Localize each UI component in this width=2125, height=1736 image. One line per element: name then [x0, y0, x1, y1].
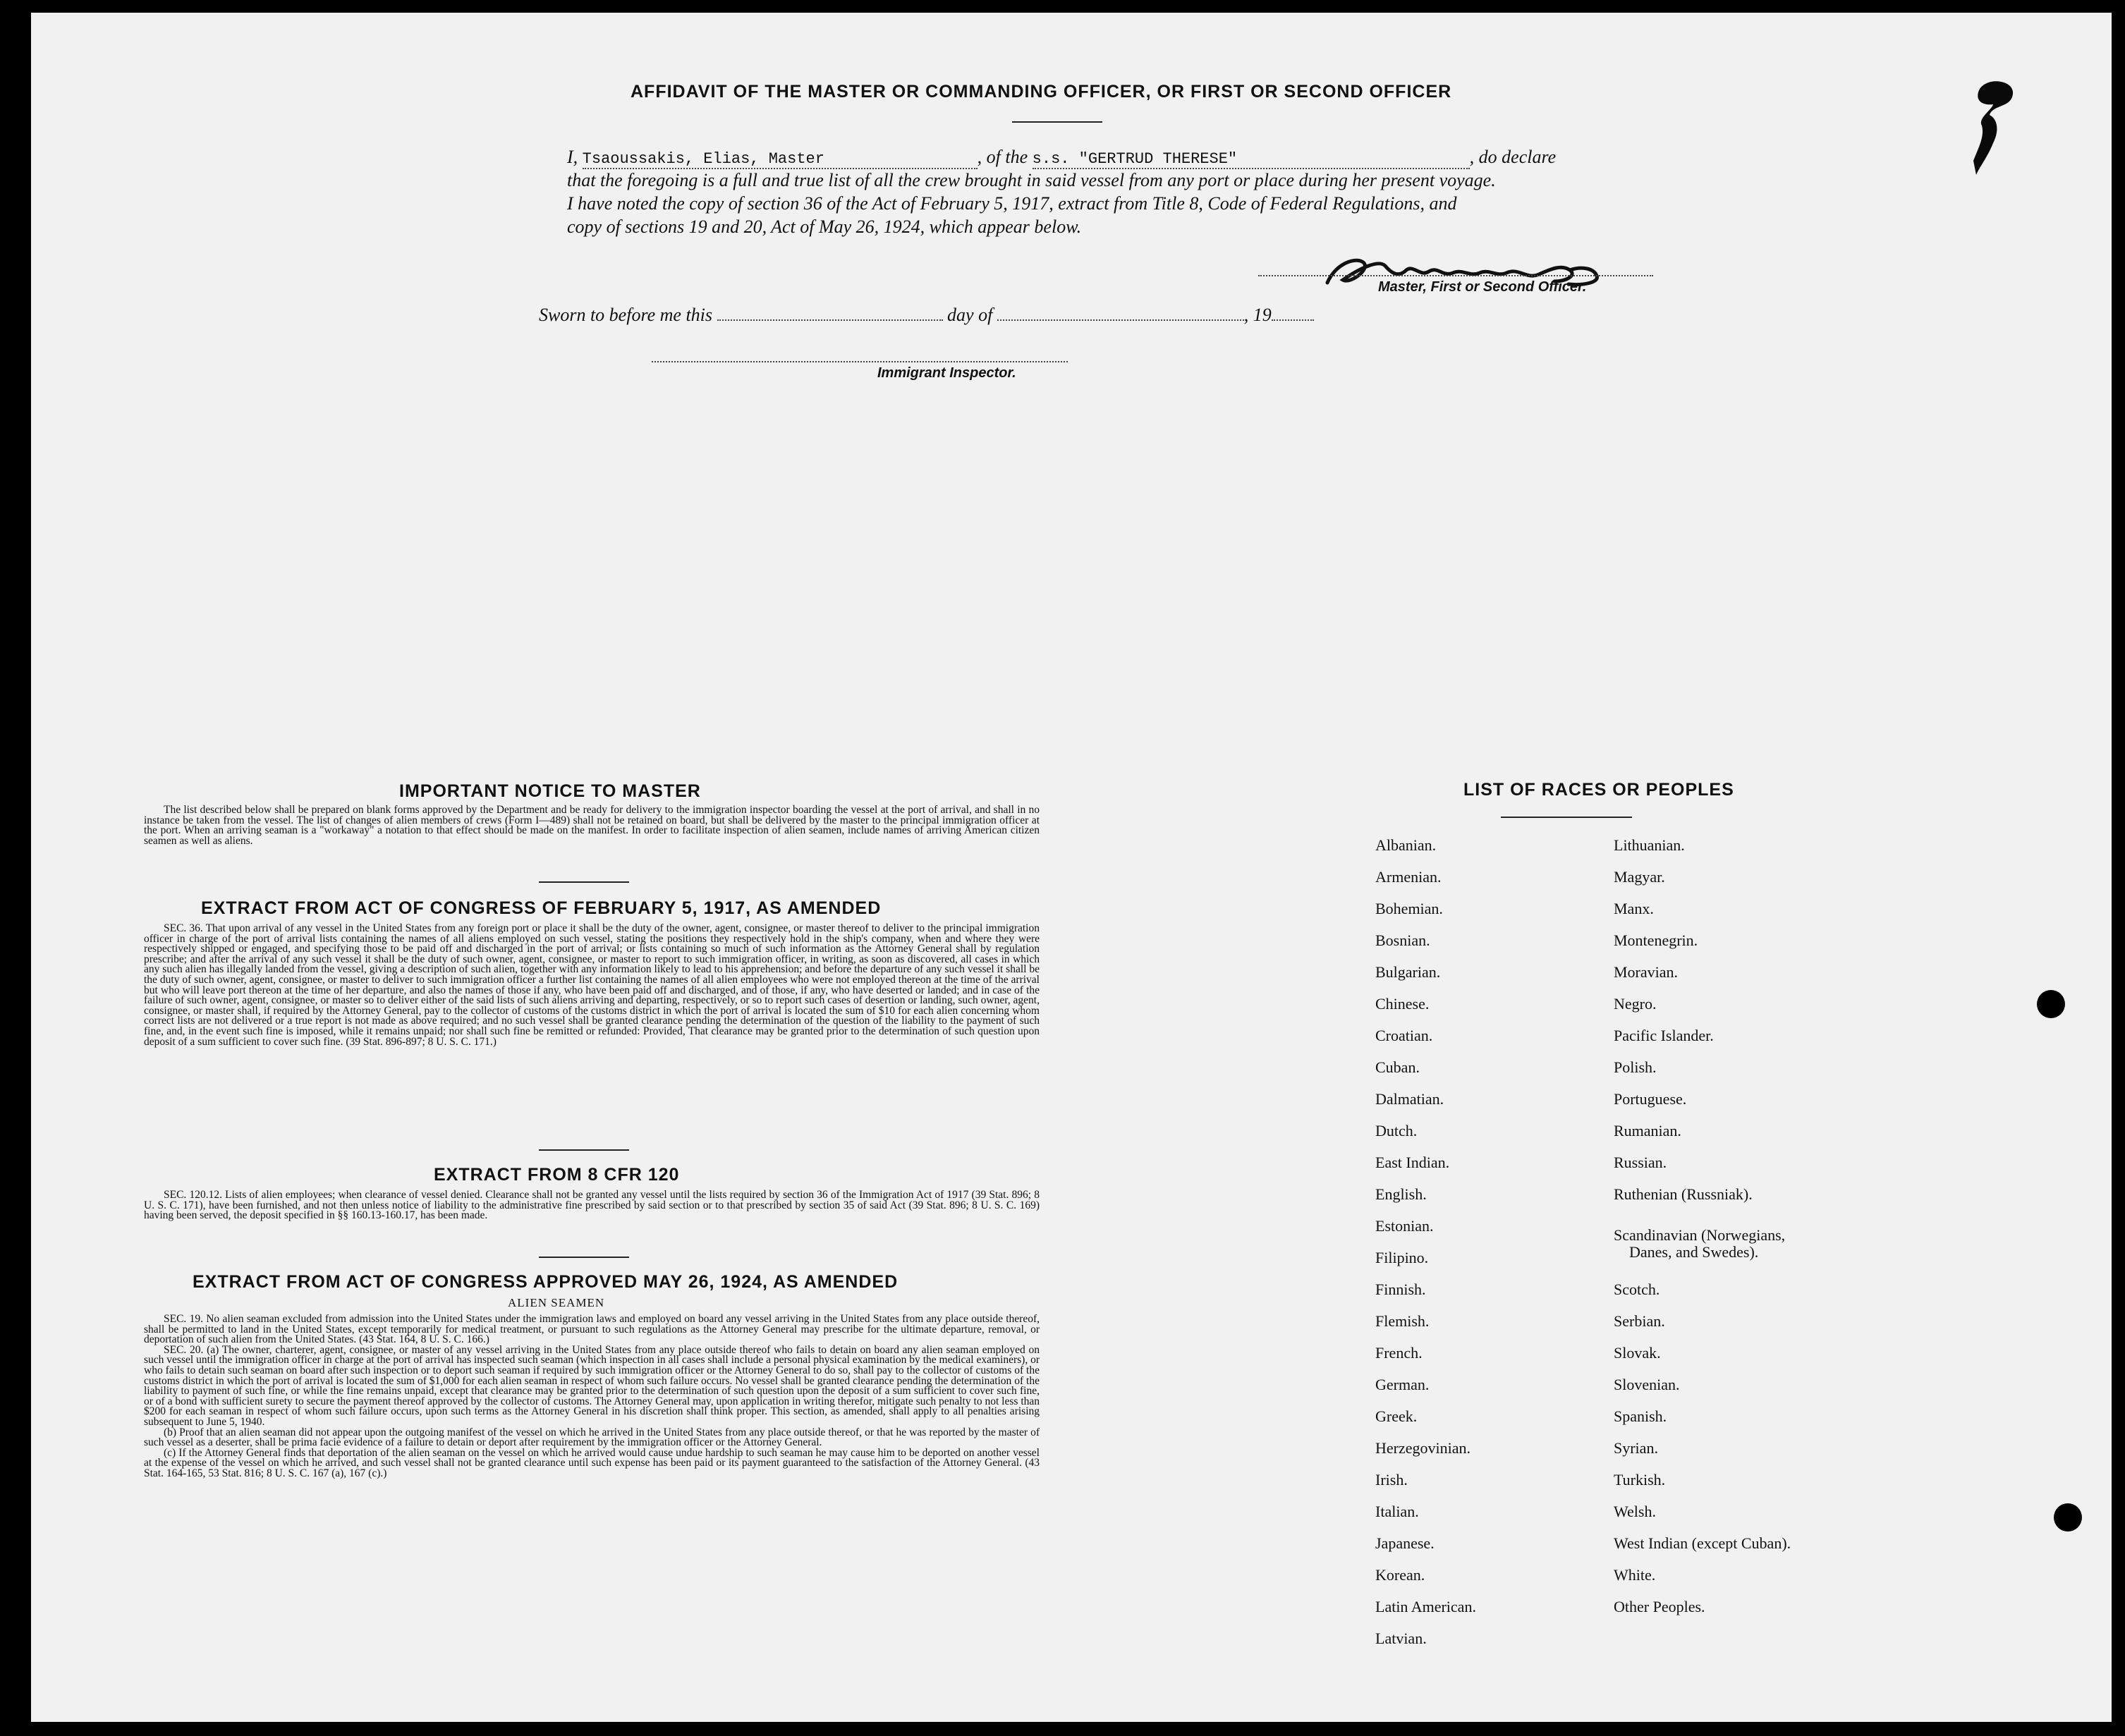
- race-item: Irish.: [1375, 1471, 1408, 1489]
- document-page: [31, 13, 2112, 1722]
- race-item: Bosnian.: [1375, 931, 1430, 949]
- race-item: Serbian.: [1614, 1312, 1665, 1330]
- race-item: Manx.: [1614, 900, 1654, 917]
- punch-hole: [2037, 990, 2065, 1018]
- race-item: Montenegrin.: [1614, 931, 1698, 949]
- race-item: Moravian.: [1614, 963, 1679, 981]
- race-item: Korean.: [1375, 1566, 1425, 1584]
- race-item: Chinese.: [1375, 995, 1430, 1013]
- race-item: Scandinavian (Norwegians, Danes, and Swedes).: [1614, 1226, 1786, 1261]
- race-item: Latin American.: [1375, 1598, 1476, 1615]
- race-item: Slovenian.: [1614, 1376, 1680, 1393]
- sworn-month-field: [997, 319, 1244, 321]
- title-divider: [1012, 121, 1102, 123]
- race-item: Greek.: [1375, 1407, 1418, 1425]
- notice-title: IMPORTANT NOTICE TO MASTER: [399, 781, 701, 801]
- race-item: Armenian.: [1375, 868, 1442, 886]
- race-item: Pacific Islander.: [1614, 1027, 1714, 1044]
- punch-hole: [2054, 1503, 2082, 1532]
- race-item: Dutch.: [1375, 1122, 1418, 1139]
- signature-caption: Master, First or Second Officer.: [1378, 279, 1587, 295]
- signature-line: [1258, 275, 1653, 276]
- race-item: Albanian.: [1375, 836, 1437, 854]
- extract-1917-text: SEC. 36. That upon arrival of any vessel in the United States from any foreign port or place it shall be the duty of the owner, agent, consignee, or master thereof to deliver to the principal immigration officer in charge of the port of arrival lists containing the names of all aliens employed on such vessel, stating the positions they respectively hold in the ship's company, when and where they were respectively shipped or engaged, and specifying those to be paid off and discharged in the port of arrival; or lists containing so much of such information as the Attorney General shall by regulation prescribe; and after the arrival of any such vessel it shall be the duty of such owner, agent, consignee, or master to report to such immigration officer, in writing, as soon as discovered, all cases in which any such alien has illegally landed from the vessel, giving a description of such alien, together with any information likely to lead to his apprehension; and before the departure of any such vessel it shall be the duty of such owner, agent, consignee, or master to deliver to such immigration officer a further list containing the names of all alien employees who were not employed thereon at the time of the arrival but who will leave port thereon at the time of her departure, and also the names of those if any, who have been paid off and discharged, and of those, if any, who have deserted or landed; and in case of the failure of such owner, agent, consignee, or master so to deliver either of the said lists of such aliens arriving and departing, respectively, or so to report such cases of desertion or landing, such owner, agent, consignee, or master shall, if required by the Attorney General, pay to the collector of customs of the customs district in which the port of arrival is located the sum of $10 for each alien concerning whom correct lists are not delivered or a true report is not made as above required; and no such vessel shall be granted clearance pending the determination of the question of the liability to the payment of such fine, and, in the event such fine is imposed, while it remains unpaid; nor shall such fine be remitted or refunded: Provided, That clearance may be granted prior to the determination of such question upon deposit of a sum sufficient to cover such fine. (39 Stat. 896-897; 8 U. S. C. 171.): [144, 922, 1040, 1048]
- extract-1924-title: EXTRACT FROM ACT OF CONGRESS APPROVED MAY 26, 1924, AS AMENDED: [193, 1272, 899, 1292]
- extract-cfr-text: SEC. 120.12. Lists of alien employees; when clearance of vessel denied. Clearance shall not be granted any vessel until the lists required by section 36 of the Immigration Act of 1917 (39 Stat. 896; 8 U. S. C. 171), have been furnished, and not then unless notice of liability to the administrative fine prescribed by said section or to that prescribed by section 35 of said Act (39 Stat. 896; 8 U. S. C. 169) having been served, the deposit specified in §§ 160.13-160.17, has been made.: [144, 1189, 1040, 1222]
- race-item: Latvian.: [1375, 1630, 1427, 1647]
- race-item: Rumanian.: [1614, 1122, 1681, 1139]
- race-item: Croatian.: [1375, 1027, 1433, 1044]
- race-item: Bohemian.: [1375, 900, 1443, 917]
- declaration-line-3: I have noted the copy of section 36 of the Act of February 5, 1917, extract from Title 8, Code of Federal Regulations, and: [567, 193, 1457, 214]
- declaration-line-4: copy of sections 19 and 20, Act of May 26, 1924, which appear below.: [567, 216, 1082, 237]
- races-title: LIST OF RACES OR PEOPLES: [1463, 780, 1734, 800]
- race-item: Scotch.: [1614, 1280, 1660, 1298]
- extract-cfr-title: EXTRACT FROM 8 CFR 120: [434, 1165, 680, 1185]
- race-item: Ruthenian (Russniak).: [1614, 1185, 1753, 1203]
- race-item: Welsh.: [1614, 1503, 1656, 1520]
- race-item: West Indian (except Cuban).: [1614, 1534, 1791, 1552]
- race-item: Dalmatian.: [1375, 1090, 1444, 1108]
- race-item: German.: [1375, 1376, 1430, 1393]
- declaration-line-2: that the foregoing is a full and true list of all the crew brought in said vessel from any port or place during her present voyage.: [567, 170, 1496, 190]
- vessel-name-field: [1033, 147, 1470, 169]
- race-item: Negro.: [1614, 995, 1657, 1013]
- race-item: Magyar.: [1614, 868, 1665, 886]
- sworn-year-field: [1272, 319, 1314, 321]
- race-item: Herzegovinian.: [1375, 1439, 1471, 1457]
- inspector-caption: Immigrant Inspector.: [877, 365, 1016, 381]
- divider: [539, 881, 629, 883]
- race-item: Cuban.: [1375, 1058, 1420, 1076]
- race-item: Lithuanian.: [1614, 836, 1685, 854]
- race-item: Turkish.: [1614, 1471, 1666, 1489]
- extract-1917-title: EXTRACT FROM ACT OF CONGRESS OF FEBRUARY 5, 1917, AS AMENDED: [201, 898, 882, 918]
- race-item: Other Peoples.: [1614, 1598, 1705, 1615]
- race-item: English.: [1375, 1185, 1427, 1203]
- race-item: Bulgarian.: [1375, 963, 1441, 981]
- races-divider: [1501, 817, 1632, 818]
- master-name: Tsaoussakis, Elias, Master: [582, 150, 824, 168]
- sworn-line: Sworn to before me this day of , 19: [539, 305, 1314, 326]
- extract-1924-text: SEC. 19. No alien seaman excluded from admission into the United States under the immigration laws and employed on board any vessel arriving in the United States from any place outside thereof, shall be permitted to land in the United States, except temporarily for medical treatment, or pursuant to such regulations as the Attorney General may prescribe for the ultimate departure, removal, or deportation of such alien from the United States. (43 Stat. 164, 8 U. S. C. 166.) SEC. 20. (a) The owner, charterer, agent, consignee, or master of any vessel arriving in the United States from any place outside thereof who fails to detain on board any alien seaman employed on such vessel until the immigration officer in charge at the port of arrival has inspected such seaman (which inspection in all cases shall include a personal physical examination by the medical examiners), or who fails to detain such seaman on board after such inspection or to deport such seaman if required by such immigration officer or the Attorney General to do so, shall pay to the collector of customs of the customs district in which the port of arrival is located the sum of $1,000 for each alien seaman in respect of whom such failure occurs. No vessel shall be granted clearance pending the determination of the liability to payment of such fine, or while the fine remains unpaid, except that clearance may be granted prior to the determination of such question upon the deposit of a sum sufficient to cover such fine, or of a bond with sufficient surety to secure the payment thereof approved by the collector of customs. The Attorney General may, upon application in writing therefor, mitigate such penalty to not less than $200 for each seaman in respect of whom such failure occurs, upon such terms as the Attorney General in his discretion shall think proper. This section, as amended, shall apply to all penalties arising subsequent to June 5, 1940. (b) Proof that an alien seaman did not appear upon the outgoing manifest of the vessel on which he arrived in the United States from any place outside thereof, or that he was reported by the master of such vessel as a deserter, shall be prima facie evidence of a failure to detain or deport after requirement by the immigration officer or the Attorney General. (c) If the Attorney General finds that deportation of the alien seaman on the vessel on which he arrived would cause undue hardship to such seaman he may cause him to be deported on another vessel at the expense of the vessel on which he arrived, and such vessel shall not be granted clearance until such expense has been paid or its payment guaranteed to the satisfaction of the Attorney General. (43 Stat. 164-165, 53 Stat. 816; 8 U. S. C. 167 (a), 167 (c).): [144, 1313, 1040, 1479]
- extract-1924-subtitle: ALIEN SEAMEN: [508, 1296, 605, 1309]
- race-item: Spanish.: [1614, 1407, 1667, 1425]
- race-item: Finnish.: [1375, 1280, 1426, 1298]
- divider: [539, 1257, 629, 1258]
- affidavit-title: AFFIDAVIT OF THE MASTER OR COMMANDING OFFICER, OR FIRST OR SECOND OFFICER: [631, 82, 1452, 102]
- sworn-day-field: [717, 319, 943, 321]
- race-item: East Indian.: [1375, 1154, 1450, 1171]
- declaration-line-1: I, Tsaoussakis, Elias, Master , of the s.s. "GERTRUD THERESE" , do declare: [567, 147, 1557, 168]
- divider: [539, 1149, 629, 1151]
- notice-text: The list described below shall be prepared on blank forms approved by the Department and be ready for delivery to the immigration inspector boarding the vessel at the port of arrival, and shall in no instance be taken from the vessel. The list of changes of alien members of crews (Form I—489) shall not be retained on board, but shall be delivered by the master to the principal immigration officer at the port. When an arriving seaman is a "workaway" a notation to that effect should be made on the manifest. In order to facilitate inspection of alien seamen, include names of arriving American citizen seamen as well as aliens.: [144, 804, 1040, 847]
- race-item: French.: [1375, 1344, 1423, 1362]
- master-name-field: [583, 147, 978, 169]
- race-item: Japanese.: [1375, 1534, 1435, 1552]
- race-item: Polish.: [1614, 1058, 1657, 1076]
- race-item: Filipino.: [1375, 1249, 1429, 1266]
- inspector-signature-line: [652, 361, 1068, 362]
- race-item: Syrian.: [1614, 1439, 1658, 1457]
- race-item: Portuguese.: [1614, 1090, 1687, 1108]
- vessel-name: s.s. "GERTRUD THERESE": [1032, 150, 1238, 168]
- race-item: Flemish.: [1375, 1312, 1430, 1330]
- race-item: Italian.: [1375, 1503, 1419, 1520]
- race-item: Slovak.: [1614, 1344, 1661, 1362]
- race-item: Estonian.: [1375, 1217, 1434, 1235]
- ink-blot-mark: [1972, 76, 2021, 189]
- race-item: White.: [1614, 1566, 1656, 1584]
- race-item: Russian.: [1614, 1154, 1667, 1171]
